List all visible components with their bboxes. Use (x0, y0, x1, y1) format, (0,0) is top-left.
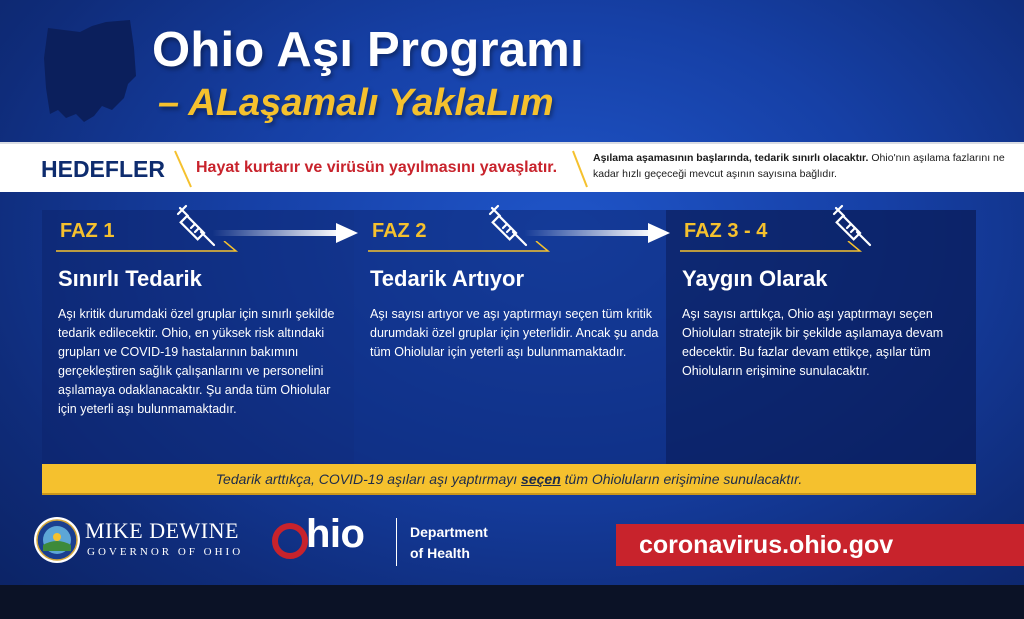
divider-slash-icon (172, 147, 194, 191)
phase-label: FAZ 2 (372, 220, 427, 242)
governor-name: MIKE DEWINE (85, 518, 239, 543)
website-box (616, 524, 1024, 566)
goals-text: Hayat kurtarır ve virüsün yayılmasını yavaşlatır. (196, 159, 558, 176)
goals-label: HEDEFLER (41, 156, 165, 182)
phase-title: Sınırlı Tedarik (58, 266, 202, 291)
ohio-logo-icon (271, 522, 309, 560)
supply-banner (42, 464, 976, 495)
phase-card-1 (42, 210, 354, 466)
state-seal-icon (32, 515, 82, 565)
phase-card-2 (354, 210, 666, 466)
phase-card-3-4 (666, 210, 976, 466)
department-name (410, 522, 488, 564)
page-title: Ohio Aşı Programı (152, 23, 584, 77)
phase-body: Aşı sayısı artıyor ve aşı yaptırmayı seçen tüm kritik durumdaki özel gruplar için yeterlidir. Ancak şu anda tüm Ohiolular için yeterli aşı bulunmamaktadır. (370, 307, 659, 359)
footer-strip (0, 585, 1024, 619)
department-line-2: of Health (410, 545, 470, 561)
website-url: coronavirus.ohio.gov (639, 531, 894, 559)
department-line-1: Department (410, 524, 488, 540)
phase-label: FAZ 3 - 4 (684, 220, 768, 242)
phase-body: Aşı sayısı arttıkça, Ohio aşı yaptırmayı seçen Ohioluları stratejik bir şekilde aşılamaya devam edecektir. Bu fazlar devam ettikçe, aşılar tüm Ohioluların erişimine sunulacaktır. (682, 307, 944, 378)
phase-label: FAZ 1 (60, 220, 115, 242)
syringe-icon (830, 202, 876, 252)
banner-emphasis: seçen (521, 471, 561, 487)
ohio-logo-text: hio (306, 512, 365, 556)
page-subtitle: – ALaşamalı YaklaLım (158, 82, 554, 124)
phase-title: Tedarik Artıyor (370, 266, 525, 291)
divider-slash-icon (570, 147, 590, 191)
banner-text (42, 471, 976, 487)
goals-note-rest: Ohio'nın aşılama fazlarını ne kadar hızlı geçeceği mevcut aşının sayısına bağlıdır. (593, 152, 1005, 180)
arrow-right-icon (524, 222, 670, 244)
banner-text-after: tüm Ohioluların erişimine sunulacaktır. (560, 471, 803, 487)
phase-body: Aşı kritik durumdaki özel gruplar için sınırlı şekilde tedarik edilecektir. Ohio, en yüksek risk altındaki grupları ve COVID-19 hastalarının bakımını gerçekleştiren sağlık çalışanlarını ve personelini aşılamaya odaklanacaktır. Şu anda tüm Ohiolular için yeterli aşı bulunmamaktadır. (58, 307, 335, 416)
arrow-right-icon (212, 222, 358, 244)
phase-title: Yaygın Olarak (682, 266, 828, 291)
goals-band (0, 142, 1024, 192)
goals-note (593, 150, 1013, 182)
logo-divider (396, 518, 397, 566)
banner-text-before: Tedarik arttıkça, COVID-19 aşıları aşı yaptırmayı (215, 471, 522, 487)
ohio-state-icon (40, 18, 142, 124)
goals-note-bold: Aşılama aşamasının başlarında, tedarik sınırlı olacaktır. (593, 152, 869, 164)
governor-title: GOVERNOR OF OHIO (87, 546, 244, 558)
